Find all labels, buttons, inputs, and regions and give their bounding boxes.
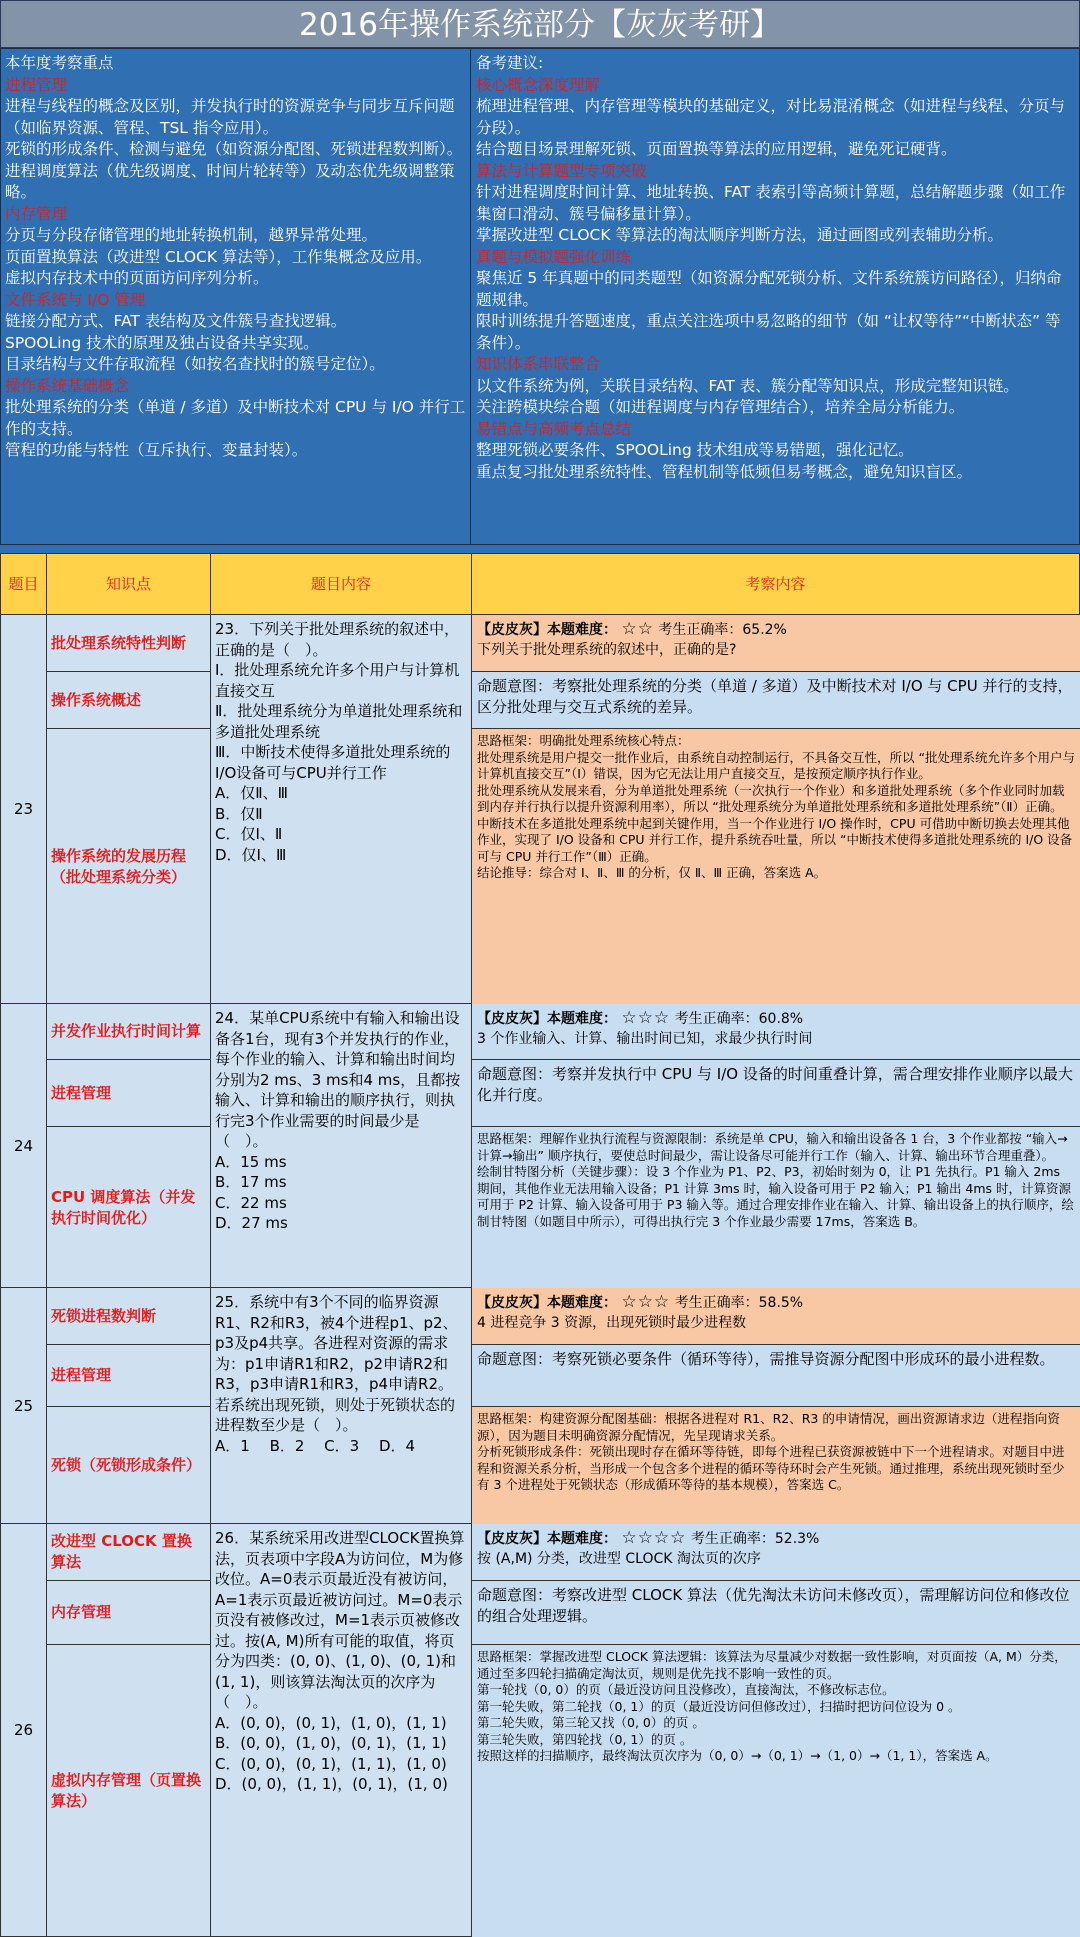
summary-item: 整理死锁必要条件、SPOOLing 技术组成等易错题，强化记忆。 <box>476 441 914 459</box>
question-number: 25 <box>1 1288 47 1523</box>
question-summary: 下列关于批处理系统的叙述中，正确的是? <box>477 642 737 658</box>
analysis-paragraph: 思路框架：构建资源分配图基础：根据各进程对 R1、R2、R3 的申请情况，画出资源请求边（进程指向资源），因为题目未明确资源分配情况，先呈现请求关系。 <box>477 1411 1060 1443</box>
analysis-paragraph: 中断技术在多道批处理系统中起到关键作用，当一个作业进行 I/O 操作时，CPU 可借助中断切换去处理其他作业，实现了 I/O 设备和 CPU 并行工作，提升系统吞吐量，所以 “中断技术使得多道批处理系统的 I/O 设备可与 CPU 并行工作”（Ⅲ）正确。 <box>477 815 1073 864</box>
difficulty-cell <box>472 1524 1080 1581</box>
summary-item: 以文件系统为例，关联目录结构、FAT 表、簇分配等知识点，形成完整知识链。 <box>476 376 1019 395</box>
knowledge-point: 操作系统的发展历程（批处理系统分类） <box>47 729 211 1004</box>
question-stem: 24．某单CPU系统中有输入和输出设备各1台，现有3个并发执行的作业，每个作业的输入、计算和输出时间均分别为2 ms、3 ms和4 ms，且都按输入、计算和输出的顺序执行，则执行完3个作业需要的时间最少是（ ）。 <box>215 1009 461 1150</box>
analysis-paragraph: 批处理系统是用户提交一批作业后，由系统自动控制运行，不具备交互性，所以 “批处理系统允许多个用户与计算机直接交互”（Ⅰ）错误，因为它无法让用户直接交互，是按预定顺序执行作业。 <box>477 749 1075 781</box>
correct-rate: 考生正确率：65.2% <box>658 622 787 638</box>
summary-item: 目录结构与文件存取流程（如按名查找时的簇号定位）。 <box>5 355 385 373</box>
knowledge-point: 进程管理 <box>47 1060 211 1127</box>
knowledge-point: 虚拟内存管理（页置换算法） <box>47 1645 211 1937</box>
summary-item: 链接分配方式、FAT 表结构及文件簇号查找逻辑。 <box>5 312 347 330</box>
section-heading: 进程管理 <box>5 75 68 94</box>
header-question-number: 题目 <box>1 554 47 614</box>
question-block-26 <box>0 1524 1080 1937</box>
answer-option: C．仅Ⅰ、Ⅱ <box>215 825 283 843</box>
question-stem: 23．下列关于批处理系统的叙述中，正确的是（ ）。 <box>215 620 460 659</box>
study-advice-list <box>476 75 1075 484</box>
section-heading: 操作系统基础概念 <box>5 376 130 395</box>
knowledge-point: 死锁（死锁形成条件） <box>47 1407 211 1524</box>
intent-cell <box>472 672 1080 729</box>
summary-item: 进程调度算法（优先级调度、时间片轮转等）及动态优先级调整策略。 <box>5 161 455 201</box>
question-content <box>211 615 472 1003</box>
section-spacer <box>0 545 1080 553</box>
answer-option: D．(0, 0)，(1, 1)，(0, 1)，(1, 0) <box>215 1775 448 1793</box>
difficulty-line <box>477 1008 1076 1029</box>
star-rating-icon: ☆☆☆☆ <box>621 1528 687 1548</box>
summary-item: 死锁的形成条件、检测与避免（如资源分配图、死锁进程数判断）。 <box>5 140 463 158</box>
answer-option: B．(0, 0)，(1, 0)，(0, 1)，(1, 1) <box>215 1734 447 1752</box>
knowledge-point: 批处理系统特性判断 <box>47 615 211 672</box>
summary-item: SPOOLing 技术的原理及独占设备共享实现。 <box>5 333 319 352</box>
analysis-cell <box>472 1407 1080 1524</box>
difficulty-label: 【皮皮灰】本题难度： <box>477 1531 617 1547</box>
question-number: 24 <box>1 1004 47 1287</box>
section-heading: 文件系统与 I/O 管理 <box>5 290 146 309</box>
difficulty-cell <box>472 615 1080 672</box>
study-advice-heading: 备考建议: <box>476 54 544 72</box>
answer-option: C．(0, 0)，(0, 1)，(1, 1)，(1, 0) <box>215 1754 447 1773</box>
correct-rate: 考生正确率：60.8% <box>674 1011 804 1027</box>
section-heading: 核心概念深度理解 <box>476 75 601 94</box>
knowledge-point: 改进型 CLOCK 置换算法 <box>47 1524 211 1581</box>
knowledge-point: 并发作业执行时间计算 <box>47 1004 211 1060</box>
study-advice-column <box>472 49 1079 544</box>
question-intent: 命题意图：考察批处理系统的分类（单道 / 多道）及中断技术对 I/O 与 CPU 并行的支持，区分批处理与交互式系统的差异。 <box>477 677 1073 716</box>
analysis-cell <box>472 1645 1080 1937</box>
difficulty-label: 【皮皮灰】本题难度： <box>477 1011 617 1027</box>
answer-option: D．27 ms <box>215 1214 288 1232</box>
header-analysis: 考察内容 <box>745 575 806 593</box>
intent-cell <box>472 1345 1080 1407</box>
star-rating-icon: ☆☆ <box>621 619 654 639</box>
difficulty-line <box>477 1528 1076 1549</box>
summary-item: 限时训练提升答题速度，重点关注选项中易忽略的细节（如 “让权等待”“中断状态” 等条件）。 <box>476 312 1061 352</box>
analysis-paragraph: 结论推导：综合对 Ⅰ、Ⅱ、Ⅲ 的分析，仅 Ⅱ、Ⅲ 正确，答案选 A。 <box>477 865 827 880</box>
summary-item: 聚焦近 5 年真题中的同类题型（如资源分配死锁分析、文件系统簇访问路径），归纳命题规律。 <box>476 269 1062 309</box>
analysis-paragraph: 按照这样的扫描顺序，最终淘汰页次序为（0, 0）→（0, 1）→（1, 0）→（1, 1），答案选 A。 <box>477 1748 998 1763</box>
question-summary: 按 (A,M) 分类，改进型 CLOCK 淘汰页的次序 <box>477 1551 761 1567</box>
summary-item: 针对进程调度时间计算、地址转换、FAT 表索引等高频计算题，总结解题步骤（如工作集窗口滑动、簇号偏移量计算）。 <box>476 183 1066 223</box>
section-heading: 真题与模拟题强化训练 <box>476 247 632 266</box>
question-intent: 命题意图：考察并发执行中 CPU 与 I/O 设备的时间重叠计算，需合理安排作业顺序以最大化并行度。 <box>477 1065 1073 1104</box>
difficulty-cell <box>472 1004 1080 1060</box>
answer-option: A．(0, 0)，(0, 1)，(1, 0)，(1, 1) <box>215 1713 447 1732</box>
question-statement: Ⅰ．批处理系统允许多个用户与计算机直接交互 <box>215 661 460 700</box>
analysis-paragraph: 绘制甘特图分析（关键步骤）：设 3 个作业为 P1、P2、P3，初始时刻为 0，让 P1 先执行。P1 输入 2ms 期间，其他作业无法用输入设备；P1 计算 3ms 时，输入设备可用于 P2 输入；P1 输出 4ms 时，计算资源可用于 P2 计算、输入设备可用于 P3 输入等。通过合理安排作业在输入、计算、输出设备上的执行顺序，绘制甘特图（如题目中所示），可得出执行完 3 个作业最少需要 17ms，答案选 B。 <box>477 1164 1074 1229</box>
knowledge-point: 操作系统概述 <box>47 672 211 729</box>
answer-option: B．17 ms <box>215 1173 287 1191</box>
section-heading: 算法与计算题型专项突破 <box>476 161 647 180</box>
star-rating-icon: ☆☆☆ <box>621 1292 671 1312</box>
analysis-paragraph: 批处理系统从发展来看，分为单道批处理系统（一次执行一个作业）和多道批处理系统（多个作业同时加载到内存并行执行以提升资源利用率），所以 “批处理系统分为单道批处理系统和多道批处理系统”（Ⅱ）正确。 <box>477 782 1065 814</box>
correct-rate: 考生正确率：52.3% <box>690 1531 820 1547</box>
question-block-23 <box>0 615 1080 1004</box>
summary-item: 分页与分段存储管理的地址转换机制，越界异常处理。 <box>5 226 378 244</box>
question-content <box>211 1004 472 1287</box>
analysis-paragraph: 第三轮失败，第四轮找（0, 1）的页 。 <box>477 1731 693 1747</box>
section-heading: 内存管理 <box>5 204 68 223</box>
summary-panel <box>0 48 1080 545</box>
section-heading: 知识体系串联整合 <box>476 355 601 373</box>
page-title: 2016年操作系统部分【灰灰考研】 <box>0 0 1080 48</box>
summary-item: 重点复习批处理系统特性、管程机制等低频但易考概念，避免知识盲区。 <box>476 462 973 481</box>
question-stem: 26．某系统采用改进型CLOCK置换算法，页表项中字段A为访问位，M为修改位。A=0表示页最近没有被访问，A=1表示页最近被访问过。M=0表示页没有被修改过，M=1表示页被修改过。按(A, M)所有可能的取值，将页分为四类：(0, 0)、(1, 0)、(0, 1)和(1, 1)，则该算法淘汰页的次序为（ ）。 <box>215 1529 465 1711</box>
question-block-24 <box>0 1004 1080 1288</box>
analysis-cell <box>472 729 1080 1004</box>
header-question-content: 题目内容 <box>211 554 472 614</box>
analysis-cell <box>472 1127 1080 1288</box>
analysis-paragraph: 分析死锁形成条件：死锁出现时存在循环等待链，即每个进程已获资源被链中下一个进程请求。对题目中进程和资源关系分析，当形成一个包含多个进程的循环等待环时会产生死锁。通过推理，系统出现死锁时至少有 3 个进程处于死锁状态（形成循环等待的基本规模），答案选 C。 <box>477 1444 1065 1492</box>
answer-option: A．15 ms <box>215 1152 287 1171</box>
difficulty-label: 【皮皮灰】本题难度： <box>477 622 617 638</box>
analysis-paragraph: 思路框架：掌握改进型 CLOCK 算法逻辑：该算法为尽量减少对数据一致性影响，对页面按（A, M）分类，通过至多四轮扫描确定淘汰页，规则是优先找不影响一致性的页。 <box>477 1649 1067 1681</box>
section-heading: 易错点与高频考点总结 <box>476 419 632 438</box>
star-rating-icon: ☆☆☆ <box>621 1008 671 1028</box>
intent-cell <box>472 1060 1080 1127</box>
header-knowledge-point: 知识点 <box>47 554 211 614</box>
analysis-paragraph: 思路框架：理解作业执行流程与资源限制：系统是单 CPU，输入和输出设备各 1 台，3 个作业都按 “输入→计算→输出” 顺序执行，要使总时间最少，需让设备尽可能并行工作（输入、计算、输出环节合理重叠）。 <box>477 1131 1068 1163</box>
summary-item: 批处理系统的分类（单道 / 多道）及中断技术对 CPU 与 I/O 并行工作的支持。 <box>5 398 466 438</box>
question-content <box>211 1524 472 1936</box>
question-number: 23 <box>1 615 47 1003</box>
correct-rate: 考生正确率：58.5% <box>674 1295 804 1311</box>
exam-focus-list <box>5 75 466 462</box>
answer-options: A．1 B．2 C．3 D．4 <box>215 1436 416 1455</box>
exam-focus-column <box>1 49 471 544</box>
summary-item: 虚拟内存技术中的页面访问序列分析。 <box>5 269 269 287</box>
summary-item: 进程与线程的概念及区别，并发执行时的资源竞争与同步互斥问题（如临界资源、管程、TSL 指令应用）。 <box>5 97 455 137</box>
answer-option: B．仅Ⅱ <box>215 804 263 823</box>
difficulty-line <box>477 619 1076 640</box>
analysis-paragraph: 第一轮失败，第二轮找（0, 1）的页（最近没访问但修改过），扫描时把访问位设为 0 。 <box>477 1698 961 1714</box>
analysis-paragraph: 思路框架：明确批处理系统核心特点： <box>477 733 690 748</box>
answer-option: A．仅Ⅱ、Ⅲ <box>215 784 288 802</box>
question-block-25 <box>0 1288 1080 1524</box>
summary-item: 管程的功能与特性（互斥执行、变量封装）。 <box>5 441 308 459</box>
intent-cell <box>472 1581 1080 1645</box>
difficulty-line <box>477 1292 1076 1313</box>
knowledge-point: 死锁进程数判断 <box>47 1288 211 1345</box>
summary-item: 页面置换算法（改进型 CLOCK 算法等），工作集概念及应用。 <box>5 247 432 266</box>
question-intent: 命题意图：考察改进型 CLOCK 算法（优先淘汰未访问未修改页），需理解访问位和修改位的组合处理逻辑。 <box>477 1586 1070 1625</box>
question-intent: 命题意图：考察死锁必要条件（循环等待），需推导资源分配图中形成环的最小进程数。 <box>477 1350 1055 1368</box>
analysis-paragraph: 第二轮失败，第三轮又找（0, 0）的页 。 <box>477 1715 705 1730</box>
knowledge-point: 内存管理 <box>47 1581 211 1645</box>
question-statement: Ⅲ．中断技术使得多道批处理系统的I/O设备可与CPU并行工作 <box>215 743 451 782</box>
summary-item: 掌握改进型 CLOCK 等算法的淘汰顺序判断方法，通过画图或列表辅助分析。 <box>476 226 1003 244</box>
question-summary: 3 个作业输入、计算、输出时间已知，求最少执行时间 <box>477 1031 813 1047</box>
difficulty-cell <box>472 1288 1080 1345</box>
question-number: 26 <box>1 1524 47 1936</box>
question-stem: 25．系统中有3个不同的临界资源R1、R2和R3，被4个进程p1、p2、p3及p4共享。各进程对资源的需求为：p1申请R1和R2，p2申请R2和R3，p3申请R1和R3，p4申请R2。若系统出现死锁，则处于死锁状态的进程数至少是（ ）。 <box>215 1293 458 1434</box>
answer-option: D．仅Ⅰ、Ⅲ <box>215 845 287 864</box>
knowledge-point: 进程管理 <box>47 1345 211 1407</box>
answer-option: C．22 ms <box>215 1193 287 1212</box>
difficulty-label: 【皮皮灰】本题难度： <box>477 1295 617 1311</box>
summary-item: 结合题目场景理解死锁、页面置换等算法的应用逻辑，避免死记硬背。 <box>476 140 957 158</box>
knowledge-point: CPU 调度算法（并发执行时间优化） <box>47 1127 211 1288</box>
question-summary: 4 进程竞争 3 资源，出现死锁时最少进程数 <box>477 1315 747 1331</box>
question-statement: Ⅱ．批处理系统分为单道批处理系统和多道批处理系统 <box>215 702 463 741</box>
table-header-row <box>0 553 1080 615</box>
exam-focus-heading: 本年度考察重点 <box>5 54 114 72</box>
summary-item: 梳理进程管理、内存管理等模块的基础定义，对比易混淆概念（如进程与线程、分页与分段）。 <box>476 97 1066 137</box>
analysis-paragraph: 第一轮找（0, 0）的页（最近没访问且没修改），直接淘汰，不修改标志位。 <box>477 1682 895 1697</box>
question-content <box>211 1288 472 1523</box>
summary-item: 关注跨模块综合题（如进程调度与内存管理结合），培养全局分析能力。 <box>476 398 965 416</box>
